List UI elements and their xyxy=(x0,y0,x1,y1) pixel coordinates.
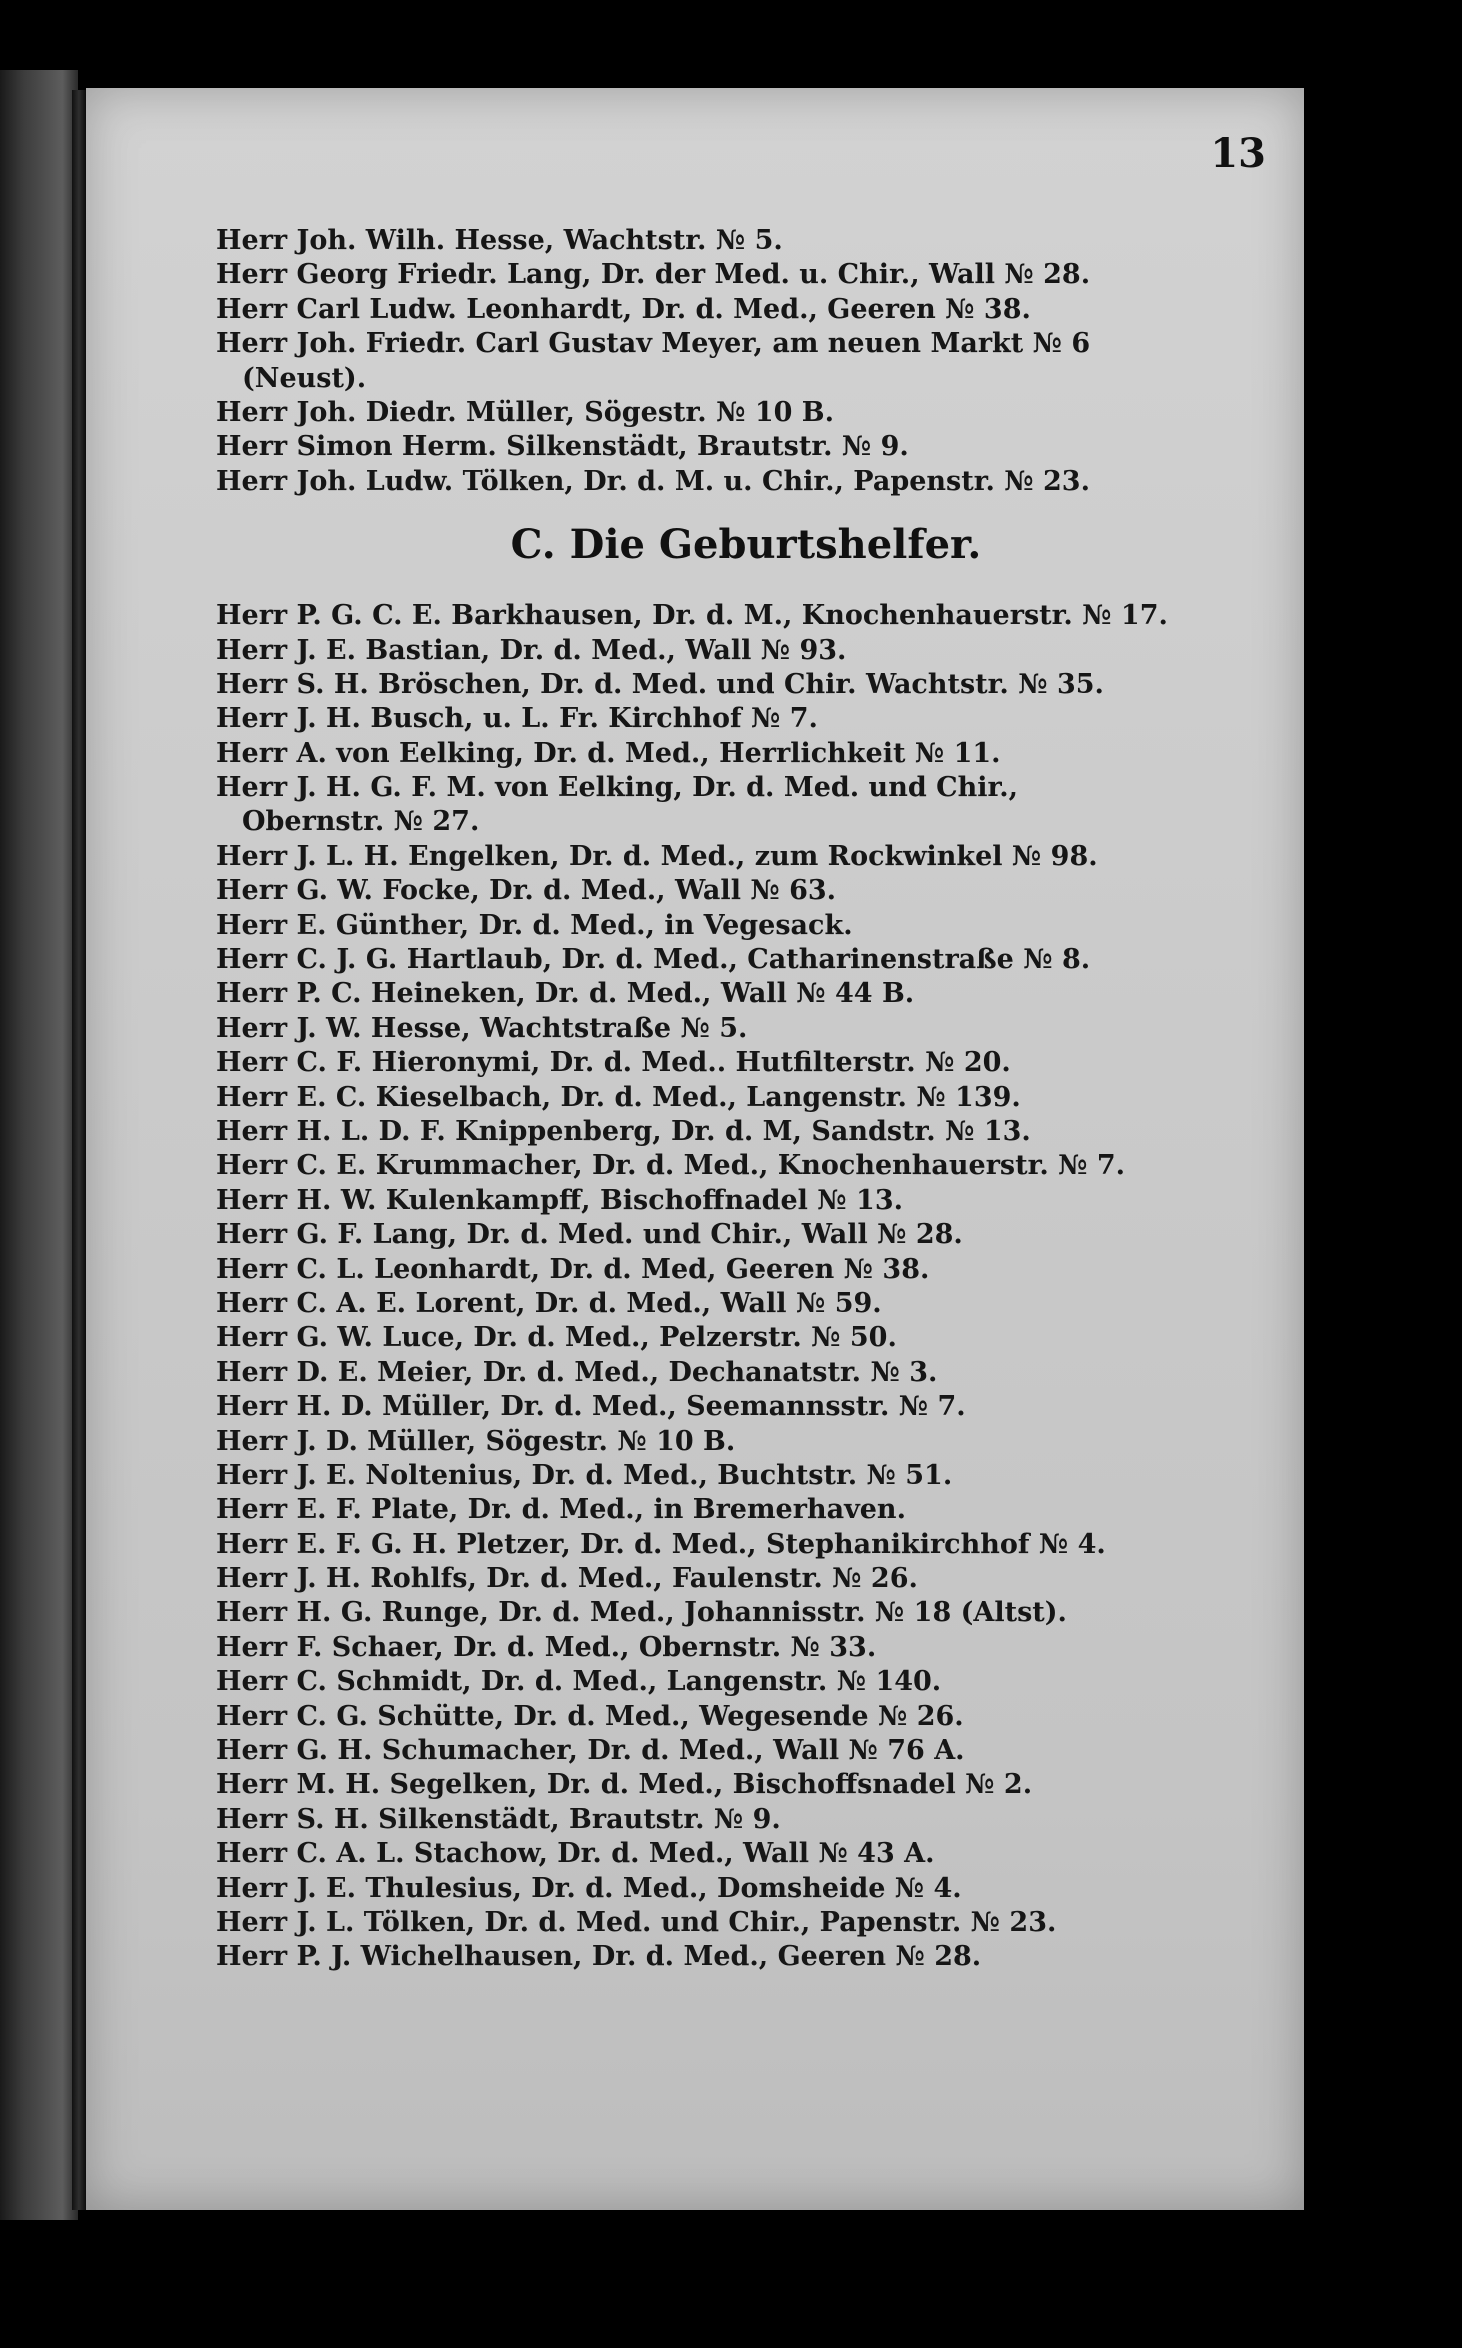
entry-line: Herr J. W. Hesse, Wachtstraße № 5. xyxy=(216,1012,748,1044)
entry-line: Herr H. D. Müller, Dr. d. Med., Seemannsstr. № 7. xyxy=(216,1391,966,1423)
entry-line: Herr J. E. Thulesius, Dr. d. Med., Domsheide № 4. xyxy=(216,1872,962,1904)
section-heading: C. Die Geburtshelfer. xyxy=(510,521,982,569)
entry-line: Herr Joh. Ludw. Tölken, Dr. d. M. u. Chir., Papenstr. № 23. xyxy=(216,465,1090,497)
entry-line: Herr Joh. Diedr. Müller, Sögestr. № 10 B. xyxy=(216,396,835,428)
entry-line: Herr G. W. Luce, Dr. d. Med., Pelzerstr. № 50. xyxy=(216,1322,897,1354)
entry-line: Herr J. E. Noltenius, Dr. d. Med., Buchtstr. № 51. xyxy=(216,1459,953,1491)
entry-line: Herr G. F. Lang, Dr. d. Med. und Chir., Wall № 28. xyxy=(216,1219,963,1251)
entry-line: Herr D. E. Meier, Dr. d. Med., Dechanatstr. № 3. xyxy=(216,1356,938,1388)
entry-line: Herr P. C. Heineken, Dr. d. Med., Wall № 44 B. xyxy=(216,978,915,1010)
entry-line: Herr J. H. Busch, u. L. Fr. Kirchhof № 7. xyxy=(216,703,818,735)
entry-continuation: (Neust). xyxy=(242,362,367,394)
entry-line: Herr J. D. Müller, Sögestr. № 10 B. xyxy=(216,1425,736,1457)
entry-line: Herr A. von Eelking, Dr. d. Med., Herrlichkeit № 11. xyxy=(216,737,1001,769)
entry-line: Herr H. L. D. F. Knippenberg, Dr. d. M, Sandstr. № 13. xyxy=(216,1115,1031,1147)
entry-line: Herr Carl Ludw. Leonhardt, Dr. d. Med., Geeren № 38. xyxy=(216,293,1031,325)
entry-line: Herr G. H. Schumacher, Dr. d. Med., Wall № 76 A. xyxy=(216,1735,965,1767)
entry-line: Herr E. C. Kieselbach, Dr. d. Med., Langenstr. № 139. xyxy=(216,1081,1021,1113)
text-block xyxy=(216,224,1276,1975)
entry-line: Herr C. Schmidt, Dr. d. Med., Langenstr. № 140. xyxy=(216,1666,942,1698)
page-number: 13 xyxy=(1210,130,1266,177)
entry-line: Herr C. E. Krummacher, Dr. d. Med., Knochenhauerstr. № 7. xyxy=(216,1150,1126,1182)
entry-line: Herr G. W. Focke, Dr. d. Med., Wall № 63. xyxy=(216,875,837,907)
entry-line: Herr J. L. H. Engelken, Dr. d. Med., zum Rockwinkel № 98. xyxy=(216,840,1098,872)
entry-line: Herr J. H. G. F. M. von Eelking, Dr. d. Med. und Chir., xyxy=(216,772,1019,804)
entry-line: Herr P. G. C. E. Barkhausen, Dr. d. M., Knochenhauerstr. № 17. xyxy=(216,600,1168,632)
entry-line: Herr Joh. Friedr. Carl Gustav Meyer, am neuen Markt № 6 xyxy=(216,328,1091,360)
book-spine xyxy=(72,90,86,2210)
facing-page-edge xyxy=(0,70,78,2220)
entry-line: Herr F. Schaer, Dr. d. Med., Obernstr. № 33. xyxy=(216,1631,877,1663)
entry-line: Herr H. G. Runge, Dr. d. Med., Johannisstr. № 18 (Altst). xyxy=(216,1597,1067,1629)
entry-line: Herr C. G. Schütte, Dr. d. Med., Wegesende № 26. xyxy=(216,1700,964,1732)
entry-line: Herr E. Günther, Dr. d. Med., in Vegesack. xyxy=(216,909,853,941)
entry-line: Herr S. H. Silkenstädt, Brautstr. № 9. xyxy=(216,1803,781,1835)
entry-line: Herr J. E. Bastian, Dr. d. Med., Wall № 93. xyxy=(216,634,847,666)
entry-line: Herr H. W. Kulenkampff, Bischoffnadel № 13. xyxy=(216,1184,904,1216)
entry-continuation: Obernstr. № 27. xyxy=(242,806,480,838)
entry-line: Herr C. F. Hieronymi, Dr. d. Med.. Hutfilterstr. № 20. xyxy=(216,1047,1011,1079)
entry-line: Herr C. A. E. Lorent, Dr. d. Med., Wall № 59. xyxy=(216,1287,882,1319)
entry-line: Herr S. H. Bröschen, Dr. d. Med. und Chir. Wachtstr. № 35. xyxy=(216,668,1104,700)
entry-line: Herr Georg Friedr. Lang, Dr. der Med. u. Chir., Wall № 28. xyxy=(216,259,1091,291)
entry-line: Herr C. A. L. Stachow, Dr. d. Med., Wall № 43 A. xyxy=(216,1838,935,1870)
entry-line: Herr P. J. Wichelhausen, Dr. d. Med., Geeren № 28. xyxy=(216,1941,982,1973)
entry-line: Herr Joh. Wilh. Hesse, Wachtstr. № 5. xyxy=(216,225,783,256)
entry-line: Herr J. H. Rohlfs, Dr. d. Med., Faulenstr. № 26. xyxy=(216,1563,918,1595)
entry-line: Herr E. F. Plate, Dr. d. Med., in Bremerhaven. xyxy=(216,1494,906,1526)
entry-line: Herr E. F. G. H. Pletzer, Dr. d. Med., Stephanikirchhof № 4. xyxy=(216,1528,1106,1560)
entry-line: Herr J. L. Tölken, Dr. d. Med. und Chir., Papenstr. № 23. xyxy=(216,1906,1057,1938)
book-page xyxy=(86,88,1304,2210)
entry-line: Herr M. H. Segelken, Dr. d. Med., Bischoffsnadel № 2. xyxy=(216,1769,1033,1801)
entry-line: Herr C. L. Leonhardt, Dr. d. Med, Geeren № 38. xyxy=(216,1253,930,1285)
entry-line: Herr Simon Herm. Silkenstädt, Brautstr. № 9. xyxy=(216,431,909,463)
entry-line: Herr C. J. G. Hartlaub, Dr. d. Med., Catharinenstraße № 8. xyxy=(216,944,1091,976)
